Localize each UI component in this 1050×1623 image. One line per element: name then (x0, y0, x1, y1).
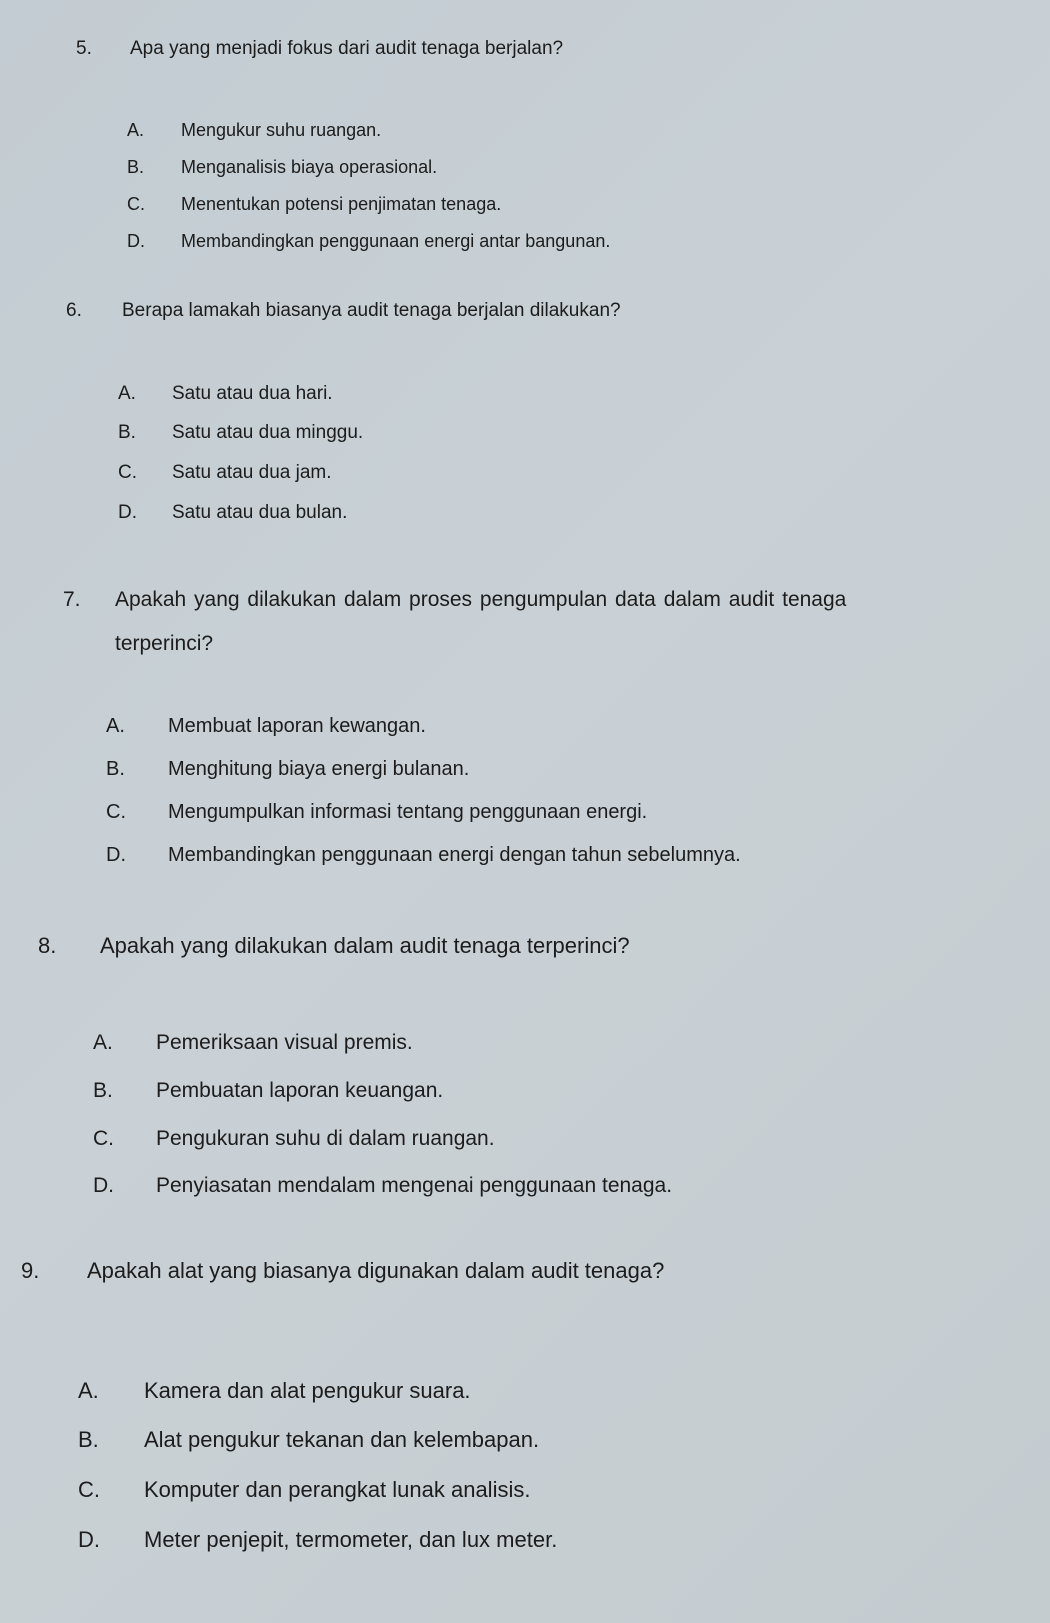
option-letter: C. (106, 801, 126, 823)
question-6-heading (66, 300, 621, 322)
option-b (78, 1427, 539, 1453)
question-number: 6. (66, 300, 82, 321)
question-text: Berapa lamakah biasanya audit tenaga berjalan dilakukan? (122, 300, 621, 321)
option-c (127, 194, 501, 215)
option-text: Menghitung biaya energi bulanan. (168, 758, 470, 780)
option-letter: A. (78, 1378, 99, 1403)
option-text: Pemeriksaan visual premis. (156, 1031, 413, 1054)
question-8-heading (38, 933, 630, 959)
option-letter: B. (106, 758, 125, 780)
question-number: 8. (38, 933, 57, 958)
option-text: Meter penjepit, termometer, dan lux meter. (144, 1527, 558, 1552)
option-text: Mengumpulkan informasi tentang penggunaan energi. (168, 801, 648, 823)
option-text: Komputer dan perangkat lunak analisis. (144, 1477, 531, 1502)
option-letter: B. (118, 422, 136, 443)
option-letter: B. (78, 1427, 99, 1452)
question-text: Apakah yang dilakukan dalam audit tenaga terperinci? (100, 933, 630, 958)
option-text: Membuat laporan kewangan. (168, 715, 426, 737)
option-c (93, 1127, 495, 1151)
option-d (118, 502, 347, 524)
option-text: Pengukuran suhu di dalam ruangan. (156, 1127, 495, 1150)
option-b (118, 422, 363, 444)
option-d (93, 1174, 672, 1198)
option-letter: D. (78, 1527, 100, 1552)
option-letter: D. (127, 231, 145, 251)
option-d (127, 231, 610, 252)
option-letter: D. (118, 502, 137, 523)
option-text: Mengukur suhu ruangan. (181, 120, 382, 140)
option-text: Membandingkan penggunaan energi antar bangunan. (181, 231, 611, 251)
option-text: Menganalisis biaya operasional. (181, 157, 438, 177)
option-text: Membandingkan penggunaan energi dengan tahun sebelumnya. (168, 844, 741, 866)
question-text-continuation: terperinci? (115, 632, 214, 655)
option-b (93, 1079, 443, 1103)
question-text: Apa yang menjadi fokus dari audit tenaga berjalan? (130, 38, 564, 59)
option-text: Satu atau dua hari. (172, 383, 333, 404)
question-number: 9. (21, 1258, 40, 1283)
option-b (106, 758, 469, 781)
question-text: Apakah alat yang biasanya digunakan dalam audit tenaga? (87, 1258, 665, 1283)
option-letter: C. (118, 462, 137, 483)
question-number: 7. (63, 588, 81, 611)
option-a (118, 383, 333, 405)
option-d (106, 844, 741, 867)
option-text: Satu atau dua jam. (172, 462, 332, 483)
option-letter: A. (106, 715, 125, 737)
option-a (106, 715, 426, 738)
option-text: Kamera dan alat pengukur suara. (144, 1378, 471, 1403)
question-7-heading (63, 588, 846, 612)
option-text: Alat pengukur tekanan dan kelembapan. (144, 1427, 540, 1452)
question-5-heading (76, 38, 563, 60)
option-text: Satu atau dua bulan. (172, 502, 348, 523)
option-c (118, 462, 332, 484)
option-letter: A. (93, 1031, 113, 1054)
option-c (78, 1477, 530, 1503)
option-text: Satu atau dua minggu. (172, 422, 364, 443)
option-b (127, 157, 437, 178)
option-a (93, 1031, 413, 1055)
option-letter: B. (127, 157, 145, 177)
option-letter: C. (93, 1127, 114, 1150)
question-number: 5. (76, 38, 92, 59)
option-letter: C. (127, 194, 145, 214)
option-text: Penyiasatan mendalam mengenai penggunaan tenaga. (156, 1174, 673, 1197)
option-letter: A. (127, 120, 145, 140)
option-a (127, 120, 381, 141)
option-letter: C. (78, 1477, 100, 1502)
option-text: Menentukan potensi penjimatan tenaga. (181, 194, 502, 214)
question-text: Apakah yang dilakukan dalam proses pengumpulan data dalam audit tenaga (115, 588, 847, 611)
option-letter: A. (118, 383, 136, 404)
option-letter: D. (106, 844, 126, 866)
option-letter: B. (93, 1079, 113, 1102)
option-a (78, 1378, 471, 1404)
option-letter: D. (93, 1174, 114, 1197)
question-9-heading (21, 1258, 664, 1284)
option-c (106, 801, 647, 824)
option-text: Pembuatan laporan keuangan. (156, 1079, 444, 1102)
option-d (78, 1527, 557, 1553)
